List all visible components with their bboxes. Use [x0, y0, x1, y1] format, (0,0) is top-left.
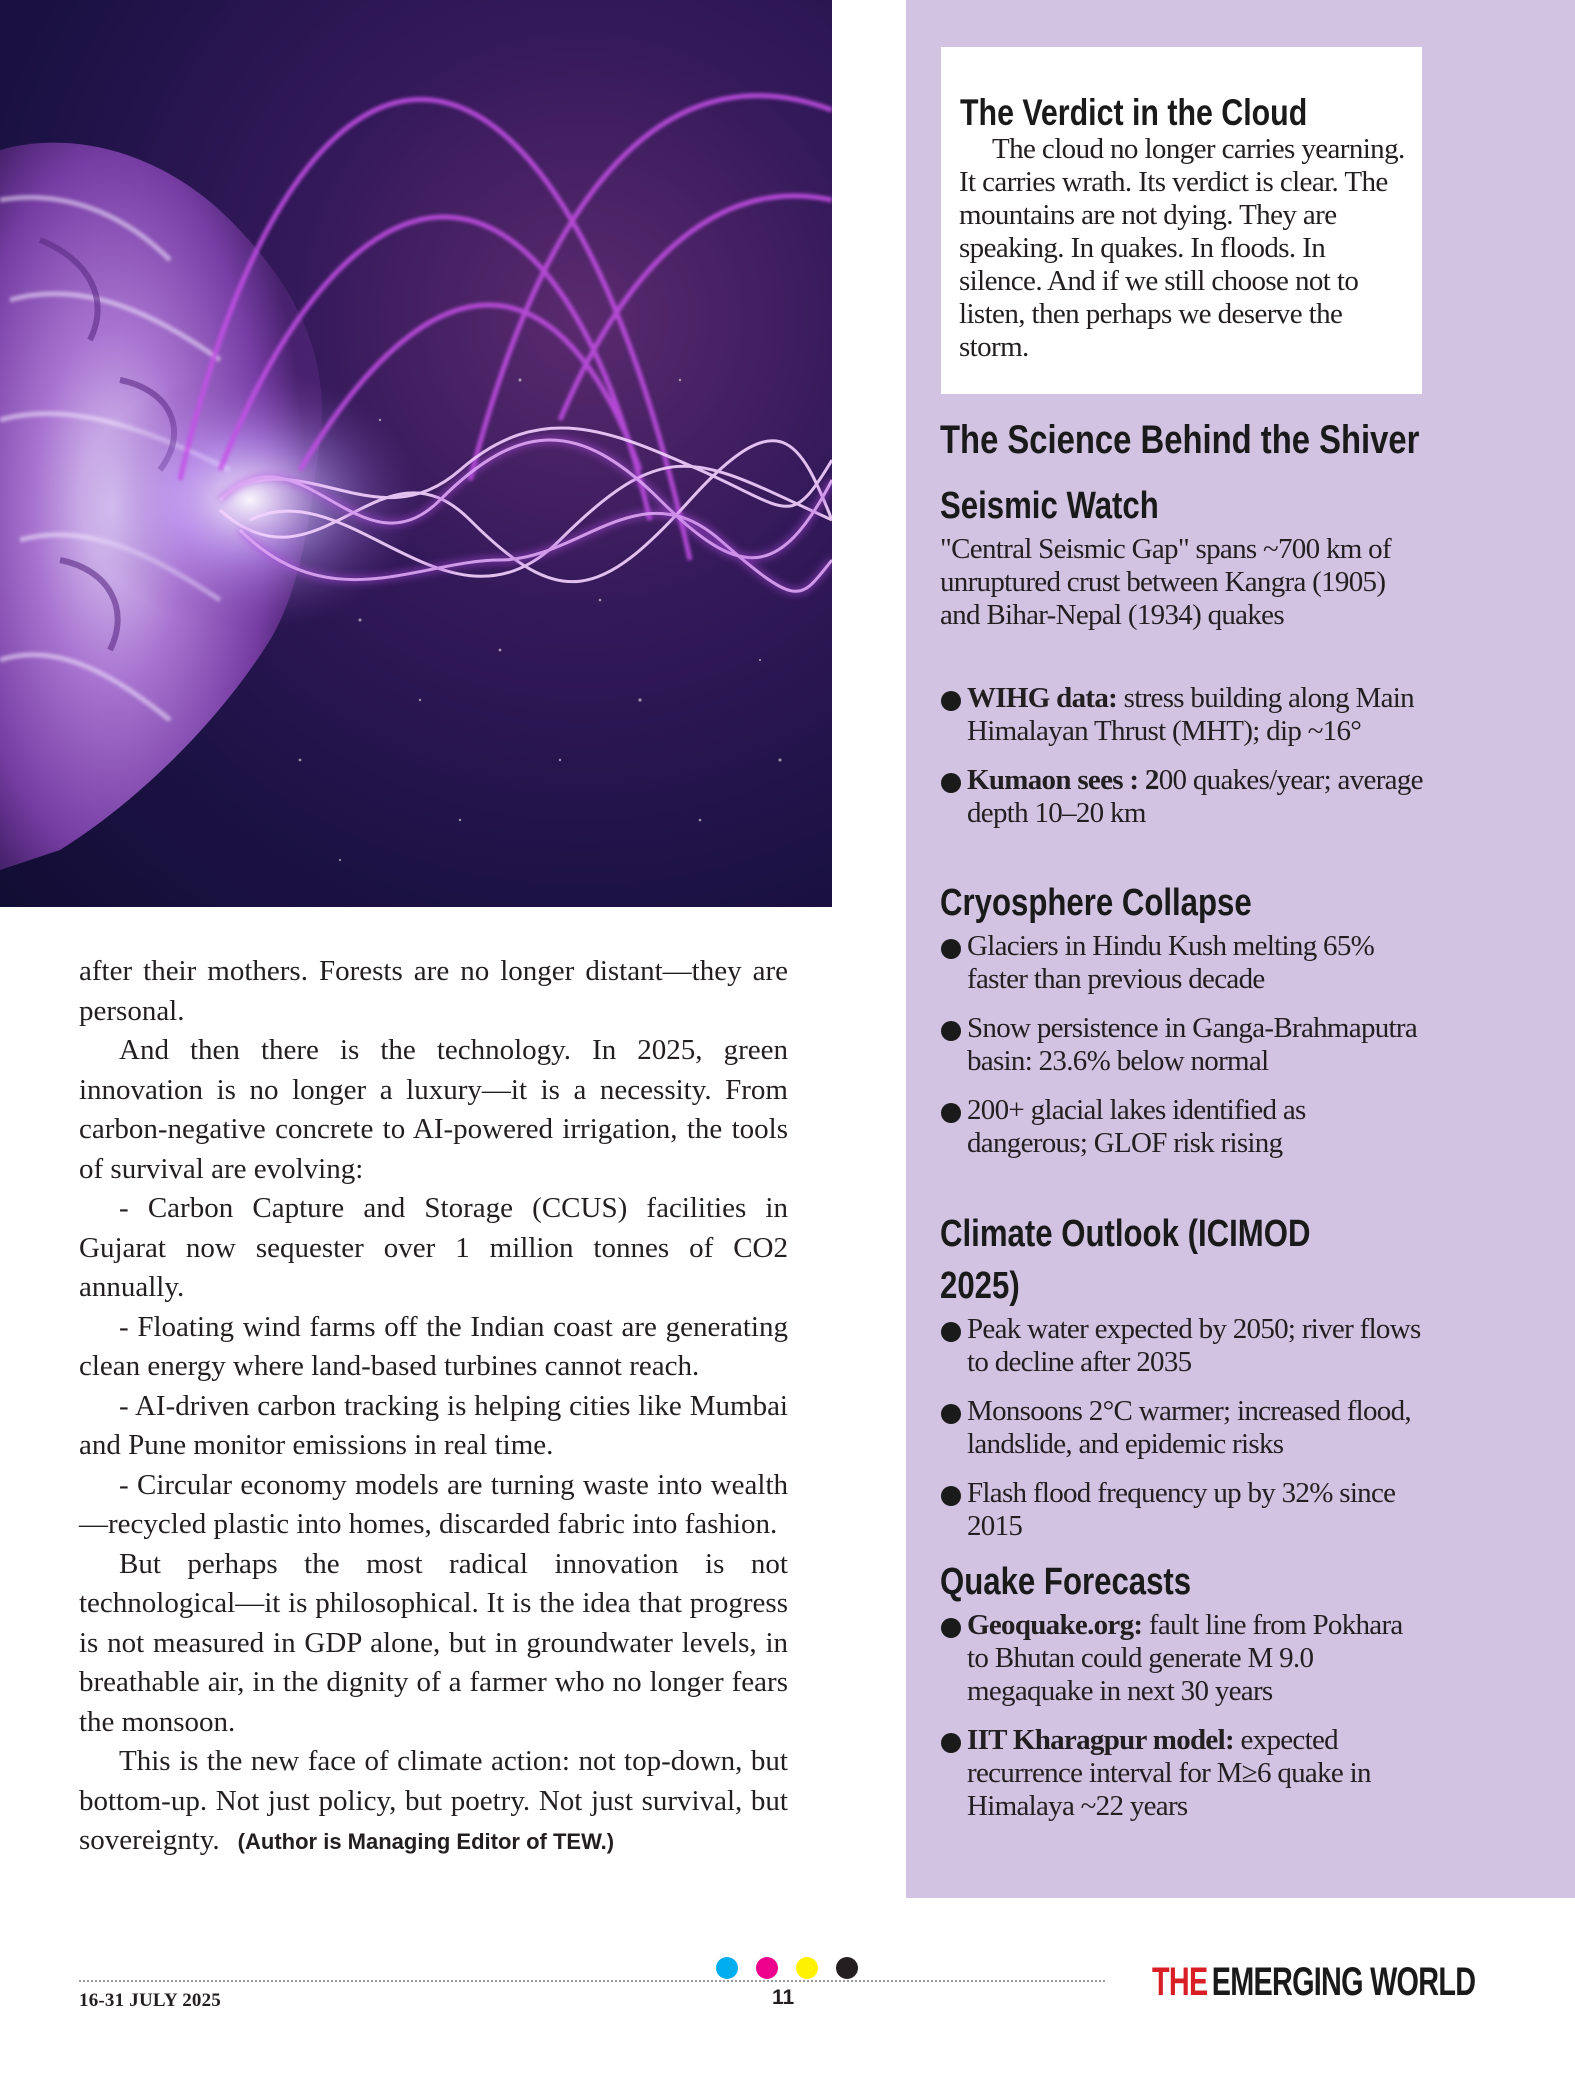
bullet-icon: [941, 1404, 961, 1424]
article-paragraph: And then there is the technology. In 2025, green innovation is no longer a luxury—it is a necessity. From carbon-negative concrete to AI-powered irrigation, the tools of survival are evolving:: [79, 1034, 788, 1185]
item-text: Flash flood frequency up by 32% since 2015: [967, 1477, 1396, 1542]
article-paragraph: - Floating wind farms off the Indian coast are generating clean energy where land-based turbines cannot reach.: [79, 1310, 788, 1382]
bullet-icon: [941, 1021, 961, 1041]
list-item: [940, 764, 1430, 830]
list-item: [940, 1609, 1430, 1708]
sidebar-panel: [906, 0, 1575, 1898]
list-item: [940, 1724, 1430, 1823]
article-paragraph-last: [79, 1742, 788, 1862]
list-item: [940, 1094, 1430, 1160]
seismic-list: [940, 682, 1430, 830]
article-paragraph: But perhaps the most radical innovation is not technological—it is philosophical. It is the idea that progress is not measured in GDP alone, but in groundwater levels, in breathable air, in the dignity of a farmer who no longer fears the monsoon.: [79, 1547, 788, 1738]
footer-rule: [79, 1980, 1105, 1982]
climate-heading-line1: Climate Outlook (ICIMOD: [940, 1213, 1311, 1255]
verdict-text-body: The cloud no longer carries yearning. It carries wrath. Its verdict is clear. The mountains are not dying. They are speaking. In quakes. In floods. In silence. And if we still choose not to listen, then perhaps we deserve the storm.: [959, 133, 1405, 363]
registration-dot-black: [836, 1957, 858, 1979]
issue-date: 16-31 JULY 2025: [79, 1990, 221, 2011]
article-paragraph: - Circular economy models are turning waste into wealth—recycled plastic into homes, discarded fabric into fashion.: [79, 1468, 788, 1540]
item-text: Peak water expected by 2050; river flows to decline after 2035: [967, 1313, 1421, 1378]
quake-list: [940, 1609, 1430, 1823]
climate-heading-line2: 2025): [940, 1265, 1020, 1307]
hero-image: [0, 0, 832, 907]
article-closing-text: This is the new face of climate action: not top-down, but bottom-up. Not just policy, but poetry. Not just survival, but sovereignty.: [79, 1745, 788, 1856]
cryosphere-list: [940, 930, 1430, 1160]
list-item: [940, 930, 1430, 996]
masthead-logo: [1152, 1960, 1475, 2005]
list-item: [940, 1313, 1430, 1379]
bullet-icon: [941, 1322, 961, 1342]
item-text: Glaciers in Hindu Kush melting 65% faster than previous decade: [967, 930, 1375, 995]
seismic-heading: Seismic Watch: [940, 485, 1159, 527]
bullet-icon: [941, 1486, 961, 1506]
list-item: [940, 1477, 1430, 1543]
article-paragraph: - Carbon Capture and Storage (CCUS) facilities in Gujarat now sequester over 1 million tonnes of CO2 annually.: [79, 1192, 788, 1303]
item-text: Snow persistence in Ganga-Brahmaputra basin: 23.6% below normal: [967, 1012, 1418, 1077]
item-text: 200+ glacial lakes identified as dangerous; GLOF risk rising: [967, 1094, 1306, 1159]
item-bold-label: WIHG data:: [967, 682, 1118, 714]
item-text: 00 quakes/year; average depth 10–20 km: [967, 764, 1423, 829]
science-heading: The Science Behind the Shiver: [940, 418, 1420, 462]
masthead-title: EMERGING WORLD: [1211, 1960, 1476, 2004]
glow-core: [80, 370, 420, 630]
quake-heading: Quake Forecasts: [940, 1561, 1192, 1603]
bullet-icon: [941, 939, 961, 959]
article-paragraph: after their mothers. Forests are no longer distant—they are personal.: [79, 955, 788, 1027]
verdict-title: The Verdict in the Cloud: [960, 92, 1308, 133]
author-byline: (Author is Managing Editor of TEW.): [237, 1829, 615, 1854]
item-bold-label: Geoquake.org:: [967, 1609, 1143, 1641]
item-bold-label: IIT Kharagpur model:: [967, 1724, 1234, 1756]
bullet-icon: [941, 1618, 961, 1638]
item-text: stress building along Main Himalayan Thrust (MHT); dip ~16°: [967, 682, 1414, 747]
cryosphere-heading: Cryosphere Collapse: [940, 882, 1252, 924]
verdict-text: [959, 133, 1407, 364]
list-item: [940, 682, 1430, 748]
brain-soundwave-illustration: [0, 0, 832, 907]
item-text: expected recurrence interval for M≥6 quake in Himalaya ~22 years: [967, 1724, 1371, 1822]
verdict-box: [941, 47, 1422, 394]
bullet-icon: [941, 691, 961, 711]
item-text: fault line from Pokhara to Bhutan could generate M 9.0 megaquake in next 30 years: [967, 1609, 1403, 1707]
item-text: Monsoons 2°C warmer; increased flood, landslide, and epidemic risks: [967, 1395, 1411, 1460]
registration-dot-magenta: [756, 1957, 778, 1979]
bullet-icon: [941, 1733, 961, 1753]
registration-dot-cyan: [716, 1957, 738, 1979]
article-paragraph: - AI-driven carbon tracking is helping cities like Mumbai and Pune monitor emissions in real time.: [79, 1389, 788, 1461]
masthead-the: THE: [1152, 1960, 1208, 2004]
seismic-intro: "Central Seismic Gap" spans ~700 km of unruptured crust between Kangra (1905) and Bihar-Nepal (1934) quakes: [940, 533, 1391, 631]
bullet-icon: [941, 1103, 961, 1123]
article-body: [79, 952, 788, 1862]
registration-dot-yellow: [796, 1957, 818, 1979]
bullet-icon: [941, 773, 961, 793]
item-bold-label: Kumaon sees : 2: [967, 764, 1159, 796]
climate-list: [940, 1313, 1430, 1543]
list-item: [940, 1012, 1430, 1078]
page-number: 11: [772, 1986, 795, 2009]
list-item: [940, 1395, 1430, 1461]
